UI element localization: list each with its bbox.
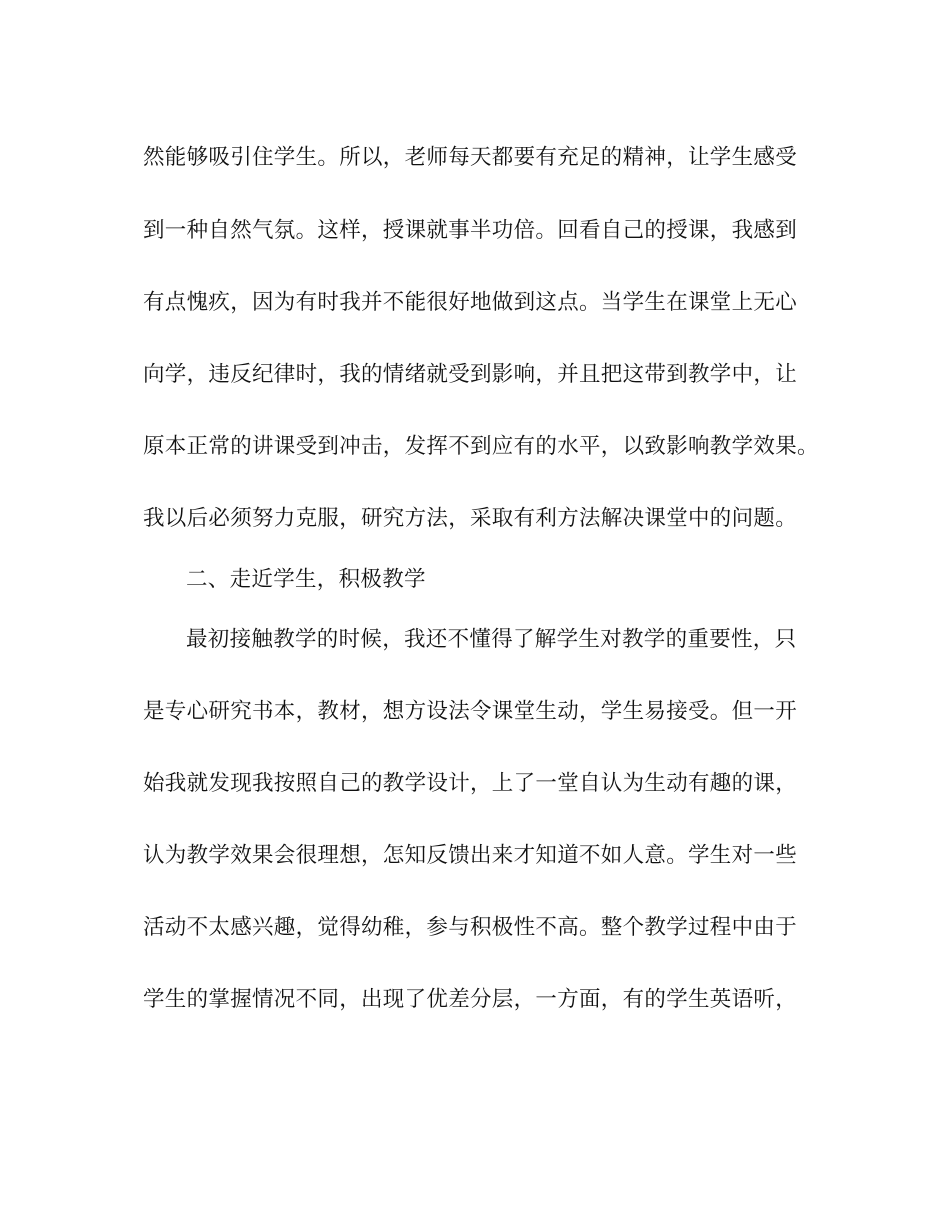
text-line: 活动不太感兴趣，觉得幼稚，参与积极性不高。整个教学过程中由于	[143, 915, 798, 940]
text-line: 认为教学效果会很理想，怎知反馈出来才知道不如人意。学生对一些	[143, 843, 798, 868]
text-line: 最初接触教学的时候，我还不懂得了解学生对教学的重要性，只	[186, 627, 797, 652]
text-line: 是专心研究书本，教材，想方设法令课堂生动，学生易接受。但一开	[143, 699, 798, 724]
text-line: 向学，违反纪律时，我的情绪就受到影响，并且把这带到教学中，让	[143, 362, 798, 387]
text-line: 到一种自然气氛。这样，授课就事半功倍。回看自己的授课，我感到	[143, 218, 798, 243]
text-line: 始我就发现我按照自己的教学设计，上了一堂自认为生动有趣的课，	[143, 771, 798, 796]
text-line: 我以后必须努力克服，研究方法，采取有利方法解决课堂中的问题。	[143, 506, 798, 531]
text-line: 然能够吸引住学生。所以，老师每天都要有充足的精神，让学生感受	[143, 145, 798, 170]
section-heading: 二、走近学生，积极教学	[186, 567, 426, 592]
text-line: 有点愧疚，因为有时我并不能很好地做到这点。当学生在课堂上无心	[143, 290, 798, 315]
text-line: 原本正常的讲课受到冲击，发挥不到应有的水平，以致影响教学效果。	[143, 434, 819, 459]
text-line: 学生的掌握情况不同，出现了优差分层，一方面，有的学生英语听，	[143, 987, 798, 1012]
